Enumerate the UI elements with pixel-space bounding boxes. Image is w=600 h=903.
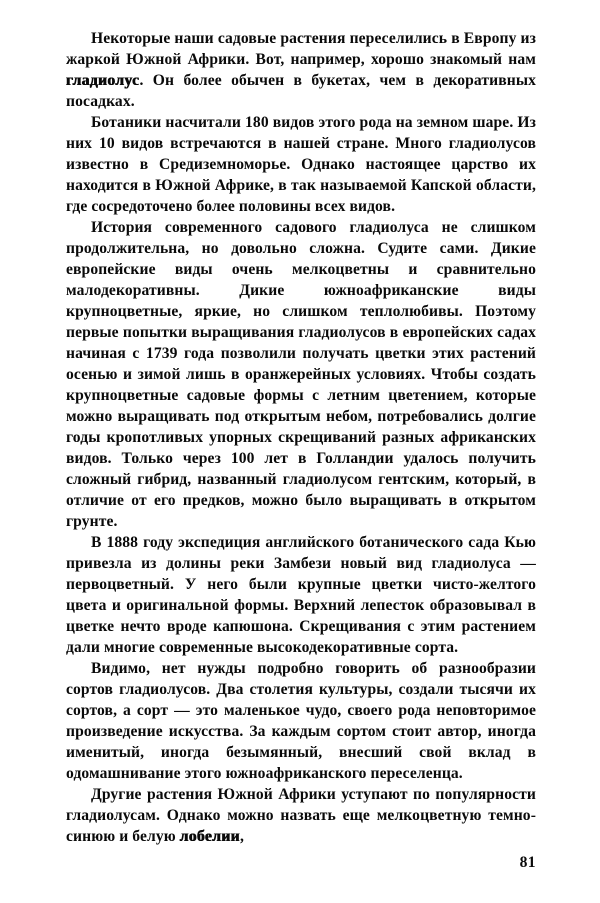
paragraph [66,784,536,847]
paragraph-text: В 1888 году экспедиция английского ботанического сада Кью привезла из долины реки Замбези новый вид гладиолуса — первоцветный. У него были крупные цветки чисто-желтого цвета и оригинальной формы. Верхний лепесток образовывал в цветке нечто вроде капюшона. Скрещивания с этим растением дали многие современные высокодекоративные сорта. [66,534,536,656]
paragraph-text: . Он более обычен в букетах, чем в декоративных посадках. [66,72,536,110]
paragraph-text: Ботаники насчитали 180 видов этого рода на земном шаре. Из них 10 видов встречаются в нашей стране. Много гладиолусов известно в Средиземноморье. Однако настоящее царство их находится в Южной Африке, в так называемой Капской области, где сосредоточено более половины всех видов. [66,114,536,215]
paragraph [66,28,536,112]
paragraph-text: История современного садового гладиолуса не слишком продолжительна, но довольно сложна. Судите сами. Дикие европейские виды очень мелкоцветны и сравнительно малодекоративны. Дикие южноафриканские виды крупноцветные, яркие, но слишком теплолюбивы. Поэтому первые попытки выращивания гладиолусов в европейских садах начиная с 1739 года позволили получать цветки этих растений осенью и зимой лишь в оранжерейных условиях. Чтобы создать крупноцветные садовые формы с летним цветением, которые можно выращивать под открытым небом, потребовались долгие годы кропотливых упорных скрещиваний разных африканских видов. Только через 100 лет в Голландии удалось получить сложный гибрид, названный гладиолусом гентским, который, в отличие от его предков, можно было выращивать в открытом грунте. [66,219,536,530]
paragraph [66,532,536,658]
paragraph-text: Некоторые наши садовые растения переселились в Европу из жаркой Южной Африки. Вот, например, хорошо знакомый нам [66,30,536,68]
paragraph-text: Видимо, нет нужды подробно говорить об разнообразии сортов гладиолусов. Два столетия культуры, создали тысячи их сортов, а сорт — это маленькое чудо, своего рода неповторимое произведение искусства. За каждым сортом стоит автор, иногда именитый, иногда безымянный, внесший свой вклад в одомашнивание этого южноафриканского переселенца. [66,660,536,782]
paragraph [66,112,536,217]
paragraph [66,658,536,784]
paragraph-text: Другие растения Южной Африки уступают по популярности гладиолусам. Однако можно назвать еще мелкоцветную темно-синюю и белую [66,786,536,845]
paragraph-text: , [240,828,245,845]
paragraph [66,217,536,532]
page-text-body [66,28,536,847]
page-number: 81 [519,854,536,872]
emphasized-term: гладиолус [66,72,140,89]
emphasized-term: лобелии [179,828,241,845]
